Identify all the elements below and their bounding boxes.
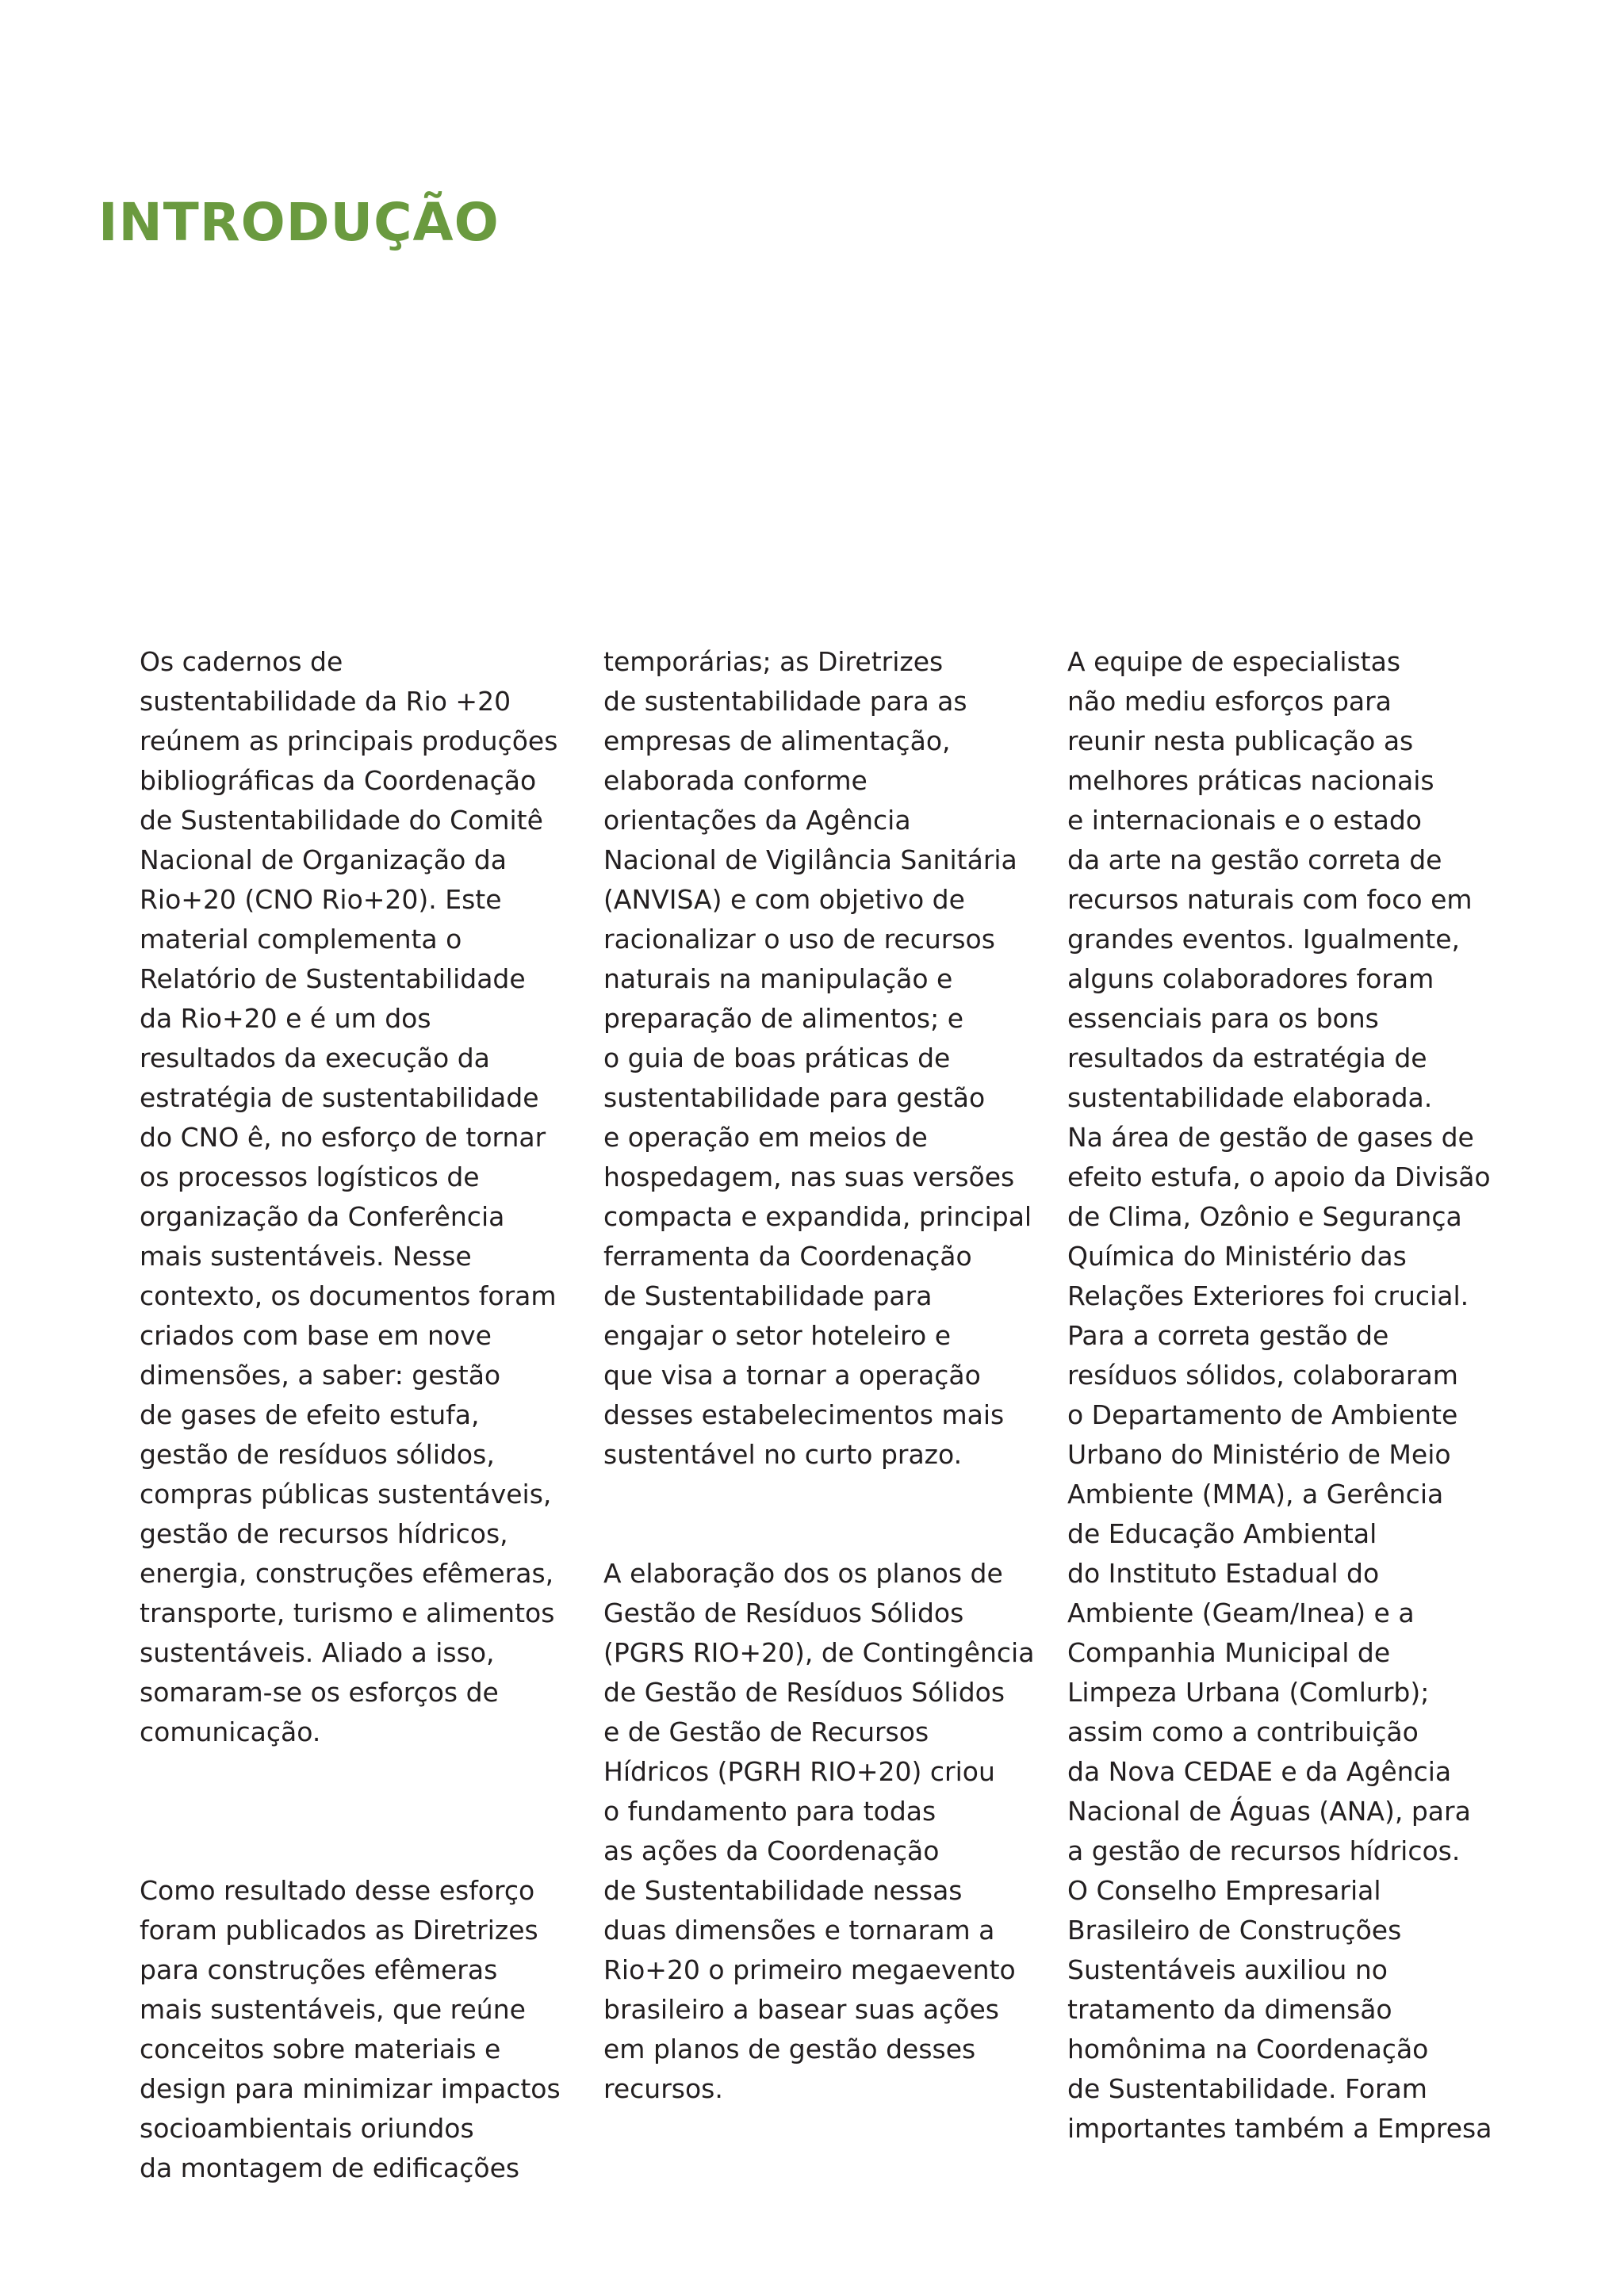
text-column-1 xyxy=(140,603,584,2228)
paragraph: Os cadernos de sustentabilidade da Rio +20 reúnem as principais produções bibliográficas da Coordenação de Sustentabilidade do Comitê Nacional de Organização da Rio+20 (CNO Rio+20). Este material complementa o Relatório de Sustentabilidade da Rio+20 e é um dos resultados da execução da estratégia de sustentabilidade do CNO ê, no esforço de tornar os processos logísticos de organização da Conferência mais sustentáveis. Nesse contexto, os documentos foram criados com base em nove dimensões, a saber: gestão de gases de efeito estufa, gestão de resíduos sólidos, compras públicas sustentáveis, gestão de recursos hídricos, energia, construções efêmeras, transporte, turismo e alimentos sustentáveis. Aliado a isso, somaram-se os esforços de comunicação. xyxy=(140,646,558,1747)
paragraph: temporárias; as Diretrizes de sustentabilidade para as empresas de alimentação, elaborada conforme orientações da Agência Nacional de Vigilância Sanitária (ANVISA) e com objetivo de racionalizar o uso de recursos naturais na manipulação e preparação de alimentos; e o guia de boas práticas de sustentabilidade para gestão e operação em meios de hospedagem, nas suas versões compacta e expandida, principal ferramenta da Coordenação de Sustentabilidade para engajar o setor hoteleiro e que visa a tornar a operação desses estabelecimentos mais sustentável no curto prazo. xyxy=(603,646,1032,1470)
paragraph: A equipe de especialistas não mediu esforços para reunir nesta publicação as melhores práticas nacionais e internacionais e o estado da arte na gestão correta de recursos naturais com foco em grandes eventos. Igualmente, alguns colaboradores foram essenciais para os bons resultados da estratégia de sustentabilidade elaborada. Na área de gestão de gases de efeito estufa, o apoio da Divisão de Clima, Ozônio e Segurança Química do Ministério das Relações Exteriores foi crucial. Para a correta gestão de resíduos sólidos, colaboraram o Departamento de Ambiente Urbano do Ministério de Meio Ambiente (MMA), a Gerência de Educação Ambiental do Instituto Estadual do Ambiente (Geam/Inea) e a Companhia Municipal de Limpeza Urbana (Comlurb); assim como a contribuição da Nova CEDAE e da Agência Nacional de Águas (ANA), para a gestão de recursos hídricos. O Conselho Empresarial Brasileiro de Construções Sustentáveis auxiliou no tratamento da dimensão homônima na Coordenação de Sustentabilidade. Foram importantes também a Empresa xyxy=(1067,646,1492,2144)
text-column-2 xyxy=(603,603,1048,2149)
page-title: INTRODUÇÃO xyxy=(98,192,500,253)
text-column-3 xyxy=(1067,603,1543,2188)
paragraph: A elaboração dos os planos de Gestão de Resíduos Sólidos (PGRS RIO+20), de Contingência de Gestão de Resíduos Sólidos e de Gestão de Recursos Hídricos (PGRH RIO+20) criou o fundamento para todas as ações da Coordenação de Sustentabilidade nessas duas dimensões e tornaram a Rio+20 o primeiro megaevento brasileiro a basear suas ações em planos de gestão desses recursos. xyxy=(603,1558,1035,2104)
paragraph: Como resultado desse esforço foram publicados as Diretrizes para construções efêmeras mais sustentáveis, que reúne conceitos sobre materiais e design para minimizar impactos socioambientais oriundos da montagem de edificações xyxy=(140,1875,561,2183)
